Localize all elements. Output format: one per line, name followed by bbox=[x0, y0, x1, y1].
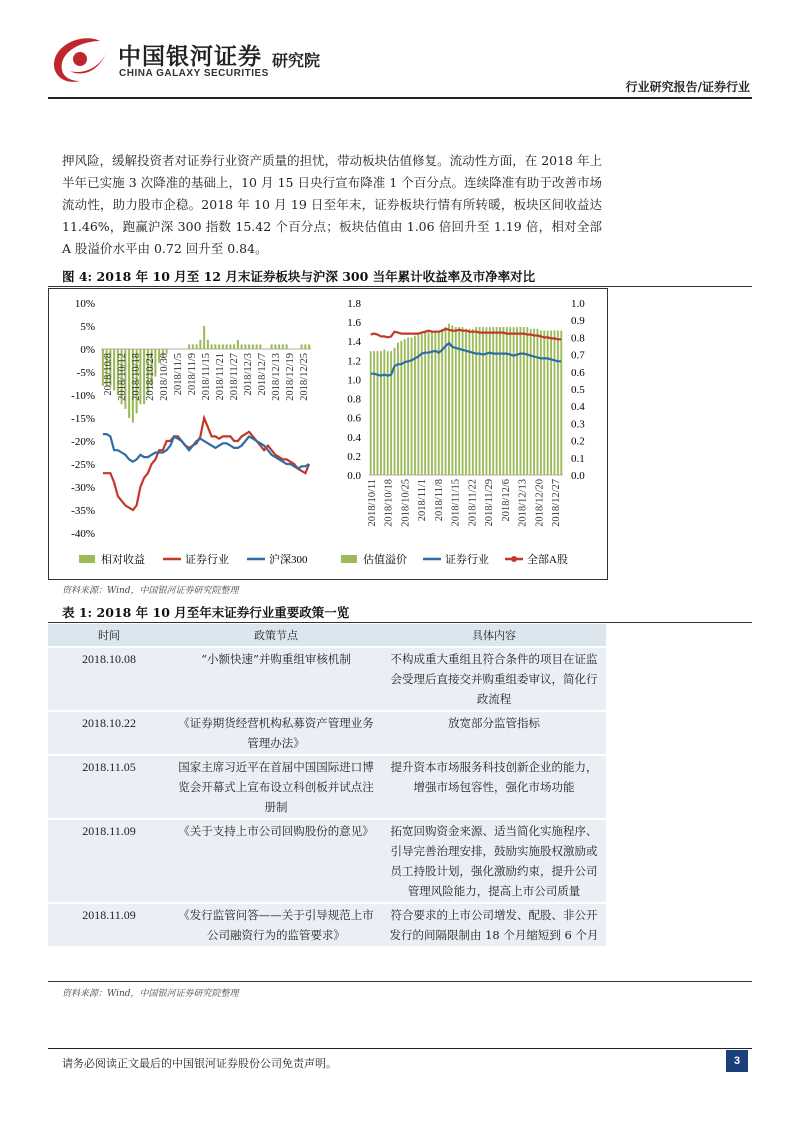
relative-return-bar bbox=[196, 344, 198, 349]
y-right-tick-label: 0.9 bbox=[571, 315, 585, 328]
valuation-premium-bar bbox=[503, 327, 505, 475]
x-tick-label: 2018/10/12 bbox=[117, 353, 128, 401]
table-header-row bbox=[48, 624, 606, 647]
x-tick-label: 2018/12/6 bbox=[500, 479, 512, 522]
legend-label: 证券行业 bbox=[445, 554, 489, 566]
valuation-premium-bar bbox=[557, 331, 559, 475]
valuation-premium-bar bbox=[390, 351, 392, 475]
legend-swatch bbox=[341, 555, 357, 563]
y-left-tick-label: 0.6 bbox=[347, 412, 361, 425]
relative-return-bar bbox=[211, 344, 213, 349]
relative-return-bar bbox=[233, 344, 235, 349]
cell-date: 2018.11.05 bbox=[48, 755, 170, 819]
cell-node: 《证券期货经营机构私募资产管理业务管理办法》 bbox=[170, 711, 382, 755]
y-left-tick-label: 1.8 bbox=[347, 298, 361, 310]
y-left-tick-label: 0.2 bbox=[347, 450, 361, 463]
x-tick-label: 2018/10/8 bbox=[103, 353, 114, 396]
x-tick-label: 2018/12/25 bbox=[299, 353, 310, 401]
valuation-premium-bar bbox=[540, 331, 542, 475]
relative-return-bar bbox=[263, 349, 265, 350]
x-tick-label: 2018/12/19 bbox=[285, 353, 296, 401]
y-right-tick-label: 0.8 bbox=[571, 332, 585, 345]
valuation-premium-bar bbox=[373, 351, 375, 475]
relative-return-bar bbox=[237, 340, 239, 349]
x-tick-label: 2018/12/3 bbox=[243, 353, 254, 396]
figure-panel bbox=[48, 288, 608, 580]
cell-node: 《关于支持上市公司回购股份的意见》 bbox=[170, 819, 382, 903]
x-tick-label: 2018/12/7 bbox=[257, 353, 268, 396]
x-tick-label: 2018/11/5 bbox=[173, 353, 184, 396]
y-right-tick-label: 0.0 bbox=[571, 470, 585, 482]
relative-return-bar bbox=[293, 349, 295, 350]
x-tick-label: 2018/10/18 bbox=[383, 479, 395, 527]
valuation-premium-bar bbox=[547, 331, 549, 475]
relative-return-bar bbox=[181, 349, 183, 350]
valuation-premium-bar bbox=[523, 327, 525, 475]
table-caption: 表 1: 2018 年 10 月至年末证券行业重要政策一览 bbox=[62, 605, 350, 620]
valuation-premium-bar bbox=[509, 327, 511, 475]
y-tick-label: -40% bbox=[71, 528, 95, 540]
table-bottom-divider bbox=[48, 981, 752, 982]
table-row bbox=[48, 711, 606, 755]
y-tick-label: -35% bbox=[71, 505, 95, 517]
footer-divider bbox=[48, 1048, 752, 1049]
valuation-premium-bar bbox=[411, 337, 413, 475]
y-tick-label: 0% bbox=[80, 344, 95, 356]
brand-name-en: CHINA GALAXY SECURITIES bbox=[119, 68, 269, 79]
cell-date: 2018.10.08 bbox=[48, 647, 170, 711]
y-right-tick-label: 0.4 bbox=[571, 401, 585, 414]
valuation-premium-bar bbox=[516, 327, 518, 475]
relative-return-bar bbox=[192, 344, 194, 349]
relative-return-bar bbox=[282, 344, 284, 349]
legend-label: 估值溢价 bbox=[363, 554, 407, 566]
relative-return-bar bbox=[166, 349, 168, 354]
y-tick-label: -5% bbox=[76, 367, 95, 379]
cell-date: 2018.10.22 bbox=[48, 711, 170, 755]
pb-valuation-chart bbox=[319, 289, 607, 579]
relative-return-bar bbox=[259, 344, 261, 349]
relative-return-bar bbox=[203, 326, 205, 349]
y-tick-label: -20% bbox=[71, 436, 95, 448]
y-left-tick-label: 1.0 bbox=[347, 374, 361, 387]
relative-return-bar bbox=[301, 344, 303, 349]
legend-label: 相对收益 bbox=[101, 554, 145, 566]
securities-return-line bbox=[103, 418, 309, 510]
relative-return-bar bbox=[222, 344, 224, 349]
valuation-premium-bar bbox=[400, 341, 402, 475]
x-tick-label: 2018/11/15 bbox=[450, 479, 462, 527]
relative-return-bar bbox=[184, 349, 186, 350]
relative-return-bar bbox=[297, 349, 299, 350]
valuation-premium-bar bbox=[554, 331, 556, 475]
x-tick-label: 2018/10/30 bbox=[159, 353, 170, 401]
valuation-premium-bar bbox=[492, 327, 494, 475]
valuation-premium-bar bbox=[550, 331, 552, 475]
cell-date: 2018.11.09 bbox=[48, 819, 170, 903]
page-number: 3 bbox=[726, 1050, 748, 1072]
relative-return-bar bbox=[207, 340, 209, 349]
cell-node: 国家主席习近平在首届中国国际进口博览会开幕式上宣布设立科创板并试点注册制 bbox=[170, 755, 382, 819]
relative-return-bar bbox=[308, 344, 310, 349]
legend-swatch bbox=[79, 555, 95, 563]
cell-date: 2018.11.09 bbox=[48, 903, 170, 946]
y-right-tick-label: 0.6 bbox=[571, 366, 585, 379]
valuation-premium-bar bbox=[404, 339, 406, 475]
valuation-premium-bar bbox=[537, 329, 539, 475]
galaxy-logo-icon bbox=[50, 35, 108, 87]
valuation-premium-bar bbox=[455, 327, 457, 475]
table-row bbox=[48, 755, 606, 819]
brand-institute: 研究院 bbox=[272, 51, 321, 70]
valuation-premium-bar bbox=[431, 332, 433, 475]
x-tick-label: 2018/11/29 bbox=[484, 479, 496, 527]
header-date: 时间 bbox=[48, 624, 170, 647]
x-tick-label: 2018/12/13 bbox=[271, 353, 282, 401]
valuation-premium-bar bbox=[489, 327, 491, 475]
figure-caption-divider bbox=[48, 286, 752, 287]
valuation-premium-bar bbox=[445, 327, 447, 475]
cell-node: “小额快速”并购重组审核机制 bbox=[170, 647, 382, 711]
y-left-tick-label: 1.2 bbox=[347, 355, 361, 368]
y-left-tick-label: 0.8 bbox=[347, 393, 361, 406]
valuation-premium-bar bbox=[414, 336, 416, 475]
y-right-tick-label: 0.7 bbox=[571, 349, 585, 362]
valuation-premium-bar bbox=[533, 329, 535, 475]
valuation-premium-bar bbox=[499, 327, 501, 475]
relative-return-bar bbox=[267, 349, 269, 350]
footer-disclaimer: 请务必阅读正文最后的中国银河证券股份公司免责声明。 bbox=[62, 1057, 337, 1070]
return-comparison-chart bbox=[49, 289, 319, 579]
y-tick-label: 5% bbox=[80, 321, 95, 333]
brand-name-cn: 中国银河证券 bbox=[118, 44, 262, 70]
valuation-premium-bar bbox=[560, 331, 562, 475]
valuation-premium-bar bbox=[387, 351, 389, 475]
relative-return-bar bbox=[188, 344, 190, 349]
relative-return-bar bbox=[128, 349, 130, 418]
cell-content: 放宽部分监管指标 bbox=[382, 711, 606, 755]
y-right-tick-label: 0.2 bbox=[571, 435, 585, 448]
valuation-premium-bar bbox=[377, 351, 379, 475]
body-paragraph: 押风险，缓解投资者对证券行业资产质量的担忧，带动板块估值修复。流动性方面，在 2018 年上半年已实施 3 次降准的基础上，10 月 15 日央行宣布降准 1 个百分点。连续降准有助于改善市场流动性，助力股市企稳。2018 年 10 月 19 日至年末，证券板块行情有所转暖，板块区间收益达 11.46%，跑赢沪深 300 指数 15.42 个百分点；板块估值由 1.06 倍回升至 1.19 倍，相对全部 A 股溢价水平由 0.72 回升至 0.84。 bbox=[62, 153, 602, 256]
x-tick-label: 2018/10/18 bbox=[131, 353, 142, 401]
header-node: 政策节点 bbox=[170, 624, 382, 647]
x-tick-label: 2018/11/9 bbox=[187, 353, 198, 396]
y-left-tick-label: 1.6 bbox=[347, 317, 361, 330]
x-tick-label: 2018/12/27 bbox=[551, 479, 562, 527]
hs300-return-line bbox=[103, 434, 309, 469]
table-row bbox=[48, 819, 606, 903]
valuation-premium-bar bbox=[513, 327, 515, 475]
x-tick-label: 2018/11/1 bbox=[417, 479, 429, 522]
relative-return-bar bbox=[256, 344, 258, 349]
x-tick-label: 2018/11/8 bbox=[433, 479, 445, 522]
relative-return-bar bbox=[286, 344, 288, 349]
relative-return-bar bbox=[226, 344, 228, 349]
cell-node: 《发行监管问答——关于引导规范上市公司融资行为的监管要求》 bbox=[170, 903, 382, 946]
cell-content: 不构成重大重组且符合条件的项目在证监会受理后直接交并购重组委审议，简化行政流程 bbox=[382, 647, 606, 711]
legend-label: 证券行业 bbox=[185, 554, 229, 566]
valuation-premium-bar bbox=[520, 327, 522, 475]
table-row bbox=[48, 903, 606, 946]
valuation-premium-bar bbox=[496, 327, 498, 475]
relative-return-bar bbox=[252, 344, 254, 349]
y-left-tick-label: 0.0 bbox=[347, 470, 361, 482]
relative-return-bar bbox=[241, 344, 243, 349]
cell-content: 提升资本市场服务科技创新企业的能力，增强市场包容性，强化市场功能 bbox=[382, 755, 606, 819]
y-right-tick-label: 0.5 bbox=[571, 384, 585, 396]
y-right-tick-label: 0.3 bbox=[571, 418, 585, 431]
valuation-premium-bar bbox=[479, 327, 481, 475]
y-tick-label: 10% bbox=[74, 298, 95, 310]
relative-return-bar bbox=[229, 344, 231, 349]
valuation-premium-bar bbox=[383, 349, 385, 475]
valuation-premium-bar bbox=[482, 327, 484, 475]
valuation-premium-bar bbox=[397, 343, 399, 475]
valuation-premium-bar bbox=[543, 331, 545, 475]
relative-return-bar bbox=[248, 344, 250, 349]
valuation-premium-bar bbox=[407, 337, 409, 475]
x-tick-label: 2018/10/24 bbox=[145, 353, 156, 401]
relative-return-bar bbox=[271, 344, 273, 349]
header-divider bbox=[48, 97, 752, 99]
cell-content: 符合要求的上市公司增发、配股、非公开发行的间隔限制由 18 个月缩短到 6 个月 bbox=[382, 903, 606, 946]
relative-return-bar bbox=[169, 349, 171, 350]
header-content: 具体内容 bbox=[382, 624, 606, 647]
legend-label: 沪深300 bbox=[269, 554, 308, 566]
relative-return-bar bbox=[199, 340, 201, 349]
x-tick-label: 2018/10/11 bbox=[367, 479, 378, 527]
x-tick-label: 2018/10/25 bbox=[400, 479, 412, 527]
x-tick-label: 2018/12/20 bbox=[534, 479, 546, 527]
table-source: 资料来源：Wind，中国银河证券研究院整理 bbox=[62, 989, 239, 999]
legend-swatch-dot bbox=[511, 556, 517, 562]
y-tick-label: -30% bbox=[71, 482, 95, 494]
y-right-tick-label: 1.0 bbox=[571, 298, 585, 310]
relative-return-bar bbox=[274, 344, 276, 349]
x-tick-label: 2018/11/15 bbox=[201, 353, 212, 401]
figure-source: 资料来源：Wind，中国银河证券研究院整理 bbox=[62, 586, 239, 596]
y-right-tick-label: 0.1 bbox=[571, 452, 585, 465]
y-left-tick-label: 1.4 bbox=[347, 336, 361, 349]
x-tick-label: 2018/11/27 bbox=[229, 353, 240, 401]
valuation-premium-bar bbox=[530, 329, 532, 475]
relative-return-bar bbox=[173, 349, 175, 350]
valuation-premium-bar bbox=[448, 324, 450, 475]
y-left-tick-label: 0.4 bbox=[347, 431, 361, 444]
valuation-premium-bar bbox=[485, 327, 487, 475]
cell-content: 拓宽回购资金来源、适当简化实施程序、引导完善治理安排，鼓励实施股权激励或员工持股计划，强化激励约束，提升公司管理风险能力，提高上市公司质量 bbox=[382, 819, 606, 903]
valuation-premium-bar bbox=[526, 327, 528, 475]
valuation-premium-bar bbox=[475, 327, 477, 475]
y-tick-label: -10% bbox=[71, 390, 95, 402]
relative-return-bar bbox=[214, 344, 216, 349]
relative-return-bar bbox=[304, 344, 306, 349]
relative-return-bar bbox=[278, 344, 280, 349]
figure-caption: 图 4: 2018 年 10 月至 12 月末证券板块与沪深 300 当年累计收益率及市净率对比 bbox=[62, 269, 536, 284]
x-tick-label: 2018/11/21 bbox=[215, 353, 226, 401]
table-row bbox=[48, 647, 606, 711]
relative-return-bar bbox=[218, 344, 220, 349]
y-tick-label: -15% bbox=[71, 413, 95, 425]
valuation-premium-bar bbox=[506, 327, 508, 475]
x-tick-label: 2018/11/22 bbox=[467, 479, 479, 527]
valuation-premium-bar bbox=[380, 351, 382, 475]
table-caption-divider bbox=[48, 622, 752, 623]
relative-return-bar bbox=[177, 349, 179, 350]
valuation-premium-bar bbox=[472, 329, 474, 475]
relative-return-bar bbox=[289, 349, 291, 350]
y-tick-label: -25% bbox=[71, 459, 95, 471]
report-category: 行业研究报告/证券行业 bbox=[625, 80, 750, 94]
x-tick-label: 2018/12/13 bbox=[517, 479, 529, 527]
relative-return-bar bbox=[244, 344, 246, 349]
legend-label: 全部A股 bbox=[527, 554, 568, 566]
valuation-premium-bar bbox=[370, 351, 372, 475]
policy-table bbox=[48, 624, 606, 946]
